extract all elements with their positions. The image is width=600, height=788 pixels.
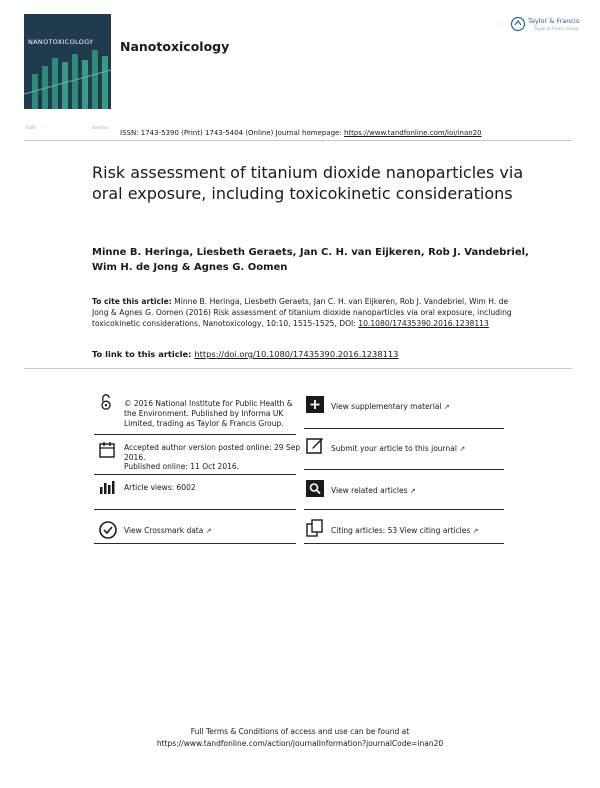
- journal-homepage-link[interactable]: https://www.tandfonline.com/loi/inan20: [343, 129, 482, 137]
- submit-article-link[interactable]: [331, 444, 571, 454]
- right-row2-divider: [304, 469, 504, 470]
- published-date-text: Published online: 11 Oct 2016.: [124, 462, 240, 471]
- link-label: To link to this article:: [92, 349, 195, 359]
- cover-art: [24, 14, 111, 109]
- external-link-icon: ↗: [472, 527, 479, 535]
- right-row4-divider: [304, 543, 504, 544]
- right-row3-divider: [304, 509, 504, 510]
- citation-divider: [24, 368, 572, 369]
- footer: [0, 726, 600, 750]
- crossmark-link[interactable]: [124, 526, 304, 536]
- footer-terms-link[interactable]: https://www.tandfonline.com/action/journalInformation?journalCode=inan20: [156, 739, 444, 748]
- related-articles-label: View related articles: [331, 486, 408, 495]
- publisher-logo-icon: [510, 16, 526, 32]
- accepted-date-text: Accepted author version posted online: 29 Sep 2016.: [124, 443, 301, 462]
- citation-label: To cite this article:: [92, 297, 172, 306]
- journal-name[interactable]: Nanotoxicology: [120, 39, 230, 54]
- plus-box-icon[interactable]: [306, 396, 324, 417]
- supplementary-link[interactable]: [331, 402, 571, 412]
- crossmark-label: View Crossmark data: [124, 526, 204, 535]
- left-row3-divider: [94, 509, 296, 510]
- citation-doi-link[interactable]: 10.1080/17435390.2016.1238113: [358, 319, 489, 328]
- tiny-journal-label: Nanotox: [92, 125, 109, 130]
- supplementary-label: View supplementary material: [331, 402, 442, 411]
- crossmark-icon[interactable]: [98, 520, 118, 544]
- bar-chart-icon: [99, 479, 115, 498]
- article-doi-link[interactable]: https://doi.org/10.1080/17435390.2016.1238113: [194, 349, 399, 359]
- issn-text: ISSN: 1743-5390 (Print) 1743-5404 (Online) Journal homepage:: [120, 129, 344, 137]
- left-row1-divider: [94, 434, 296, 435]
- publisher-logo[interactable]: [510, 14, 588, 36]
- calendar-icon: [99, 441, 115, 462]
- external-link-icon: ↗: [459, 445, 466, 453]
- issn-line: [120, 129, 482, 137]
- right-row1-divider: [304, 428, 504, 429]
- citation-block: [92, 296, 522, 329]
- publisher-subtitle: Taylor & Francis Group: [534, 26, 579, 31]
- left-row4-divider: [94, 543, 296, 544]
- article-title: Risk assessment of titanium dioxide nanoparticles via oral exposure, including toxicokinetic considerations: [92, 163, 524, 203]
- article-authors: Minne B. Heringa, Liesbeth Geraets, Jan C. H. van Eijkeren, Rob J. Vandebriel, Wim H. de Jong & Agnes G. Oomen: [92, 247, 529, 273]
- cover-title: NANOTOXICOLOGY: [28, 38, 94, 46]
- citing-articles-icon[interactable]: [306, 519, 324, 541]
- footer-terms-text: Full Terms & Conditions of access and use can be found at: [190, 727, 410, 736]
- citing-articles-link[interactable]: [331, 526, 571, 536]
- submit-article-label: Submit your article to this journal: [331, 444, 457, 453]
- citation-text: Minne B. Heringa, Liesbeth Geraets, Jan C. H. van Eijkeren, Rob J. Vandebriel, Wim H. de Jong & Agnes G. Oomen (2016) Risk assessment of titanium dioxide nanoparticles via oral exposure, including toxicokinetic considerations, Nanotoxicology, 10:10, 1515-1525, DOI:: [92, 297, 512, 328]
- external-link-icon: ↗: [205, 527, 212, 535]
- left-row2-divider: [94, 474, 296, 475]
- article-views-text: Article views: 6002: [124, 483, 196, 492]
- copyright-text: © 2016 National Institute for Public Health & the Environment. Published by Informa UK Limited, trading as Taylor & Francis Group.: [124, 399, 293, 428]
- open-access-icon: [98, 394, 114, 414]
- edit-icon[interactable]: [306, 437, 324, 458]
- link-line: [92, 349, 522, 359]
- citing-articles-label: Citing articles: 53 View citing articles: [331, 526, 471, 535]
- tiny-issn-label: ISSN: [26, 125, 36, 130]
- external-link-icon: ↗: [409, 487, 416, 495]
- external-link-icon: ↗: [443, 403, 450, 411]
- related-articles-link[interactable]: [331, 486, 571, 496]
- journal-cover: [24, 14, 111, 109]
- publisher-name: Taylor & Francis: [528, 17, 580, 25]
- header-divider: [24, 140, 572, 141]
- search-box-icon[interactable]: [306, 480, 324, 501]
